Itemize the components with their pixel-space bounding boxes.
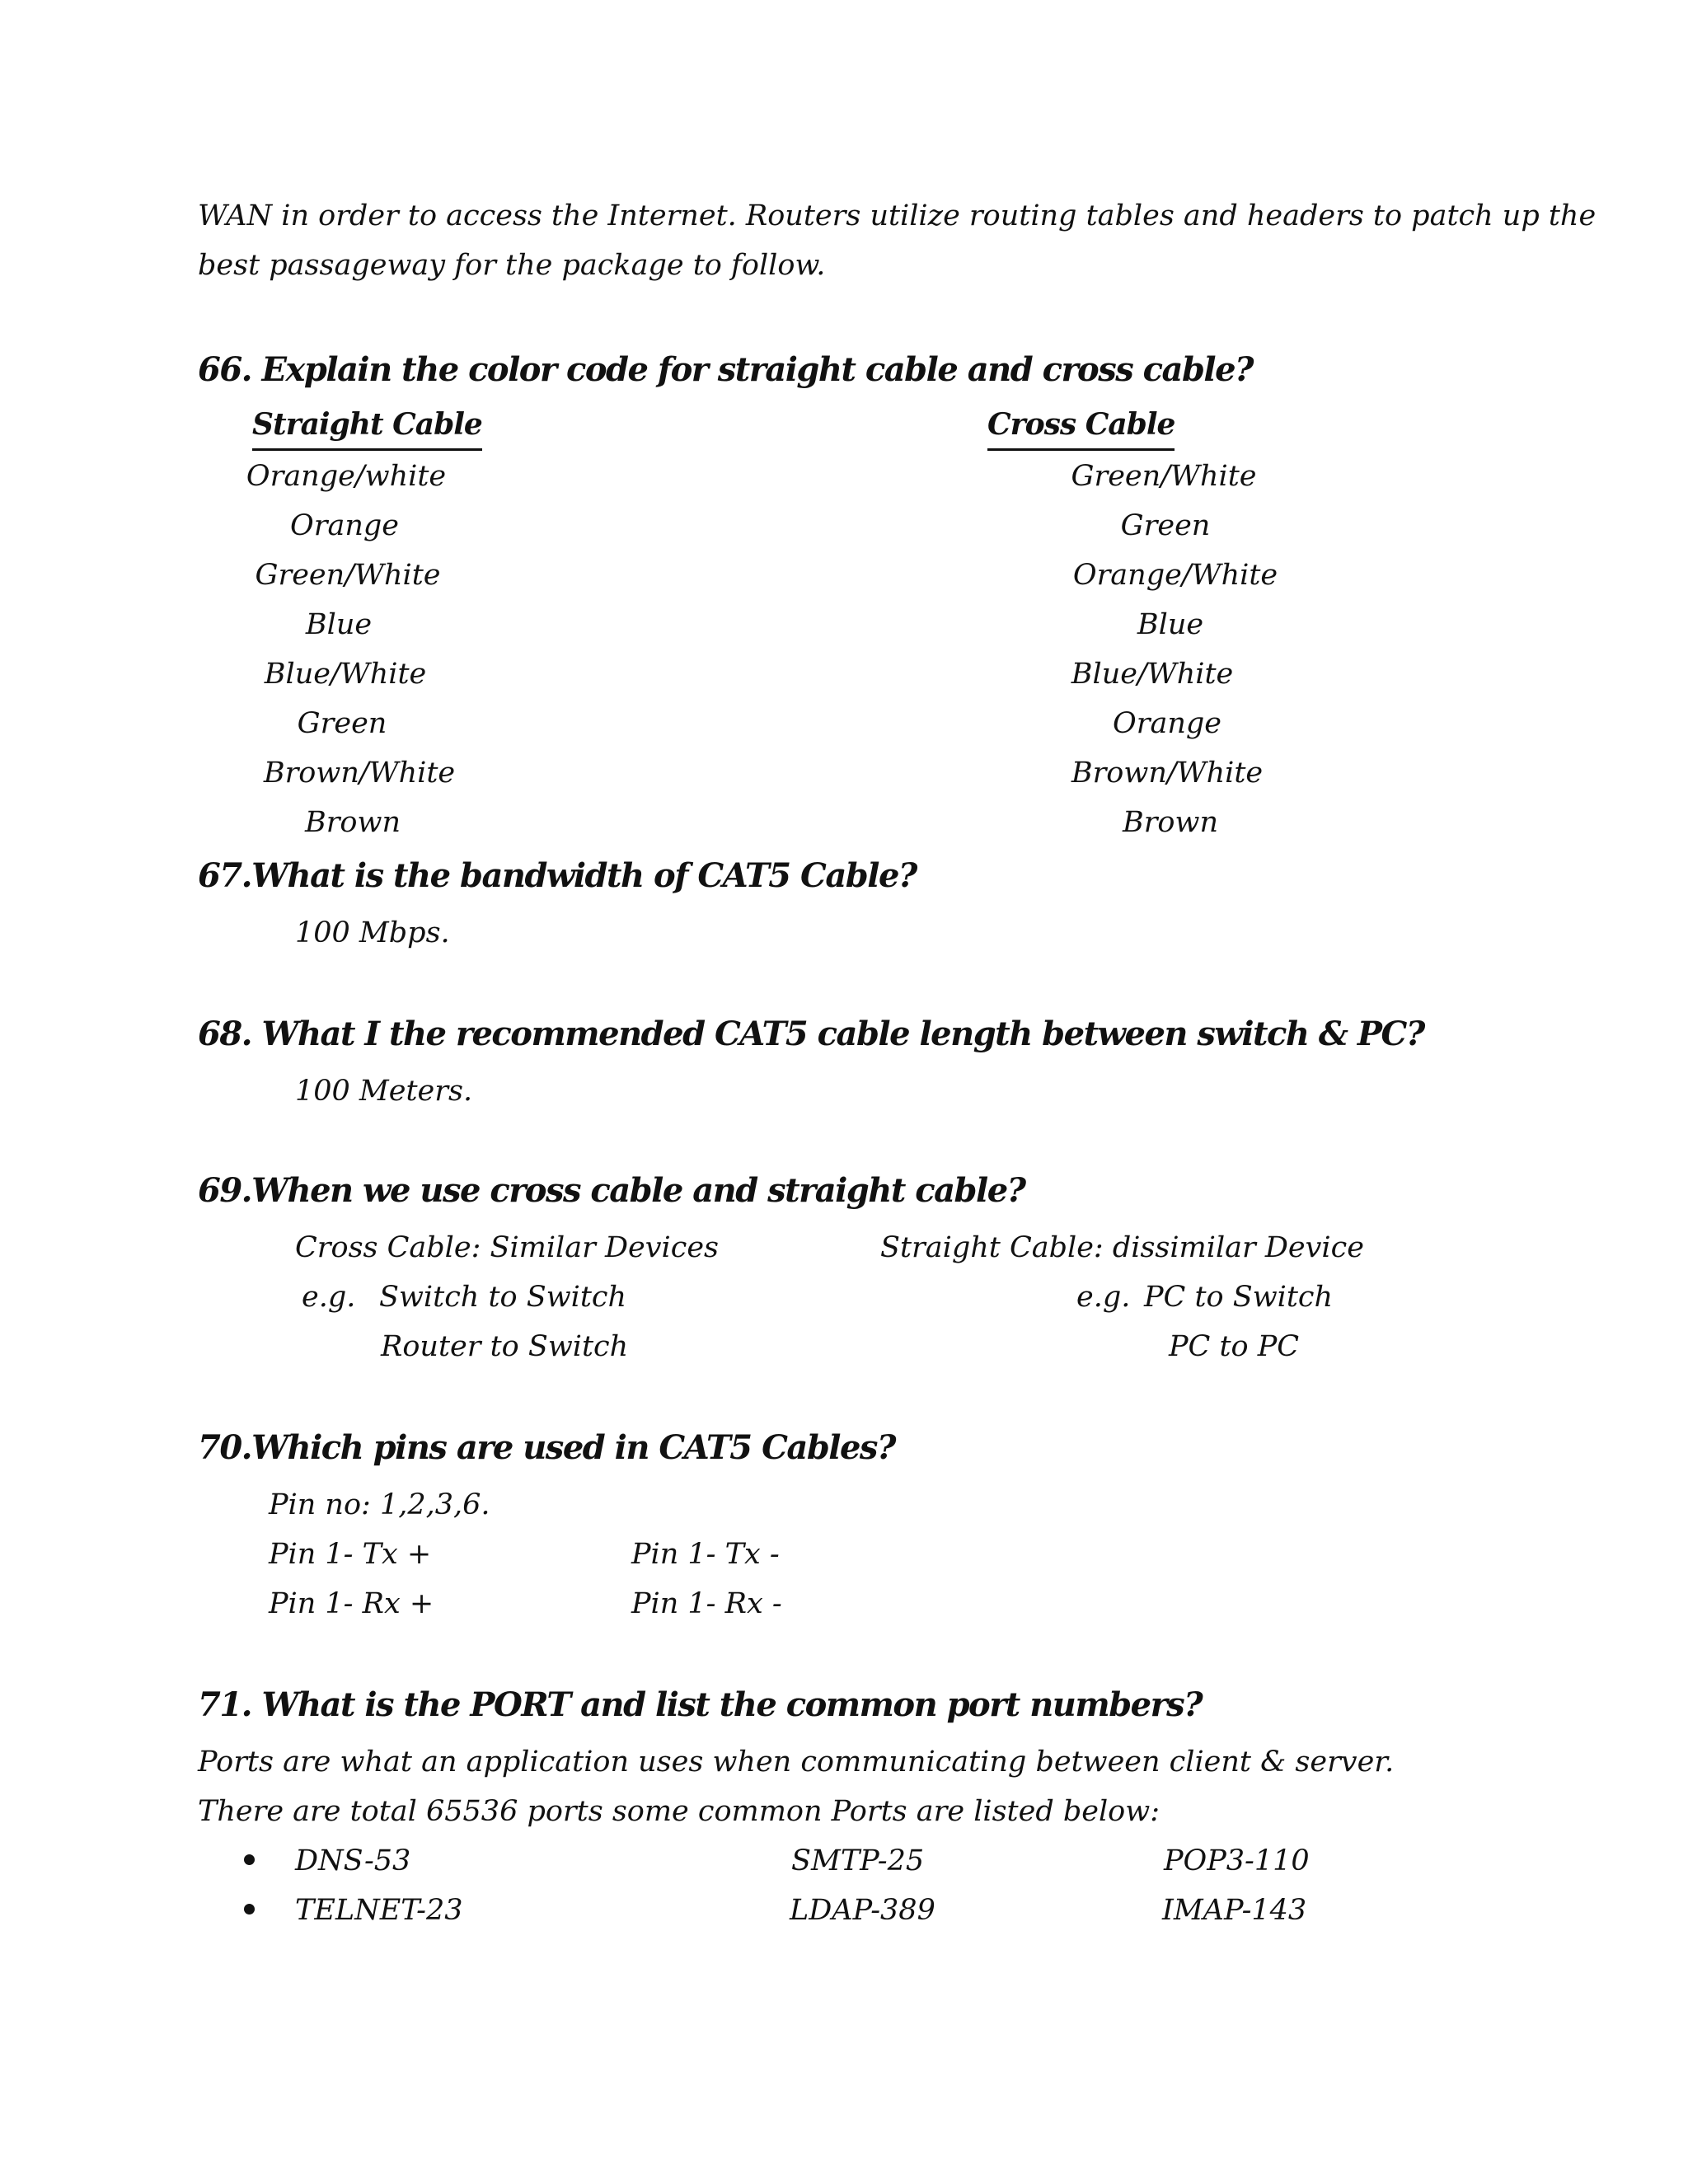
straight-eg-label: e.g. xyxy=(1076,1281,1131,1314)
pin-row-2-left: Pin 1- Rx + xyxy=(269,1587,434,1620)
straight-example-1: PC to Switch xyxy=(1144,1281,1334,1314)
port-item: LDAP-389 xyxy=(790,1894,935,1927)
pin-numbers: Pin no: 1,2,3,6. xyxy=(269,1488,490,1521)
cross-color-1: Green/White xyxy=(1071,460,1257,493)
straight-color-8: Brown xyxy=(304,806,401,839)
port-item: DNS-53 xyxy=(295,1844,411,1877)
straight-cable-title: Straight Cable xyxy=(252,405,482,451)
intro-line-2: best passageway for the package to follow. xyxy=(198,249,826,282)
straight-color-1: Orange/white xyxy=(246,460,447,493)
cross-example-2: Router to Switch xyxy=(381,1330,629,1363)
ports-description-1: Ports are what an application uses when communicating between client & server. xyxy=(198,1746,1395,1779)
cross-color-6: Orange xyxy=(1113,707,1221,740)
cross-example-1: Switch to Switch xyxy=(379,1281,627,1314)
straight-color-7: Brown/White xyxy=(263,757,456,790)
pin-row-1-left: Pin 1- Tx + xyxy=(269,1538,432,1571)
question-68-heading: 68. What I the recommended CAT5 cable length between switch & PC? xyxy=(198,1015,1424,1053)
bullet-icon xyxy=(244,1854,255,1865)
cross-color-7: Brown/White xyxy=(1071,757,1264,790)
straight-color-3: Green/White xyxy=(255,559,441,592)
cross-color-5: Blue/White xyxy=(1071,658,1234,691)
bullet-icon xyxy=(244,1904,255,1915)
cross-cable-usage: Cross Cable: Similar Devices xyxy=(295,1231,719,1264)
port-item: SMTP-25 xyxy=(791,1844,925,1877)
question-67-answer: 100 Mbps. xyxy=(295,916,450,949)
intro-line-1: WAN in order to access the Internet. Routers utilize routing tables and headers to patch up the xyxy=(198,199,1597,232)
cross-cable-title: Cross Cable xyxy=(987,405,1175,451)
question-68-answer: 100 Meters. xyxy=(295,1075,473,1108)
straight-color-2: Orange xyxy=(290,509,399,542)
ports-description-2: There are total 65536 ports some common Ports are listed below: xyxy=(198,1795,1160,1828)
port-item: TELNET-23 xyxy=(295,1894,463,1927)
question-71-heading: 71. What is the PORT and list the common port numbers? xyxy=(198,1685,1203,1724)
straight-cable-usage: Straight Cable: dissimilar Device xyxy=(880,1231,1364,1264)
question-66-heading: 66. Explain the color code for straight cable and cross cable? xyxy=(198,350,1253,389)
port-item: IMAP-143 xyxy=(1162,1894,1307,1927)
straight-color-6: Green xyxy=(297,707,387,740)
cross-eg-label: e.g. xyxy=(302,1281,356,1314)
cross-color-4: Blue xyxy=(1137,608,1204,641)
cross-color-8: Brown xyxy=(1122,806,1219,839)
straight-example-2: PC to PC xyxy=(1169,1330,1300,1363)
port-item: POP3-110 xyxy=(1164,1844,1310,1877)
question-69-heading: 69.When we use cross cable and straight cable? xyxy=(198,1171,1025,1210)
cross-color-2: Green xyxy=(1120,509,1211,542)
question-67-heading: 67.What is the bandwidth of CAT5 Cable? xyxy=(198,856,917,895)
question-70-heading: 70.Which pins are used in CAT5 Cables? xyxy=(198,1428,895,1467)
straight-color-5: Blue/White xyxy=(264,658,427,691)
pin-row-2-right: Pin 1- Rx - xyxy=(631,1587,782,1620)
straight-color-4: Blue xyxy=(305,608,373,641)
pin-row-1-right: Pin 1- Tx - xyxy=(631,1538,780,1571)
cross-color-3: Orange/White xyxy=(1072,559,1278,592)
